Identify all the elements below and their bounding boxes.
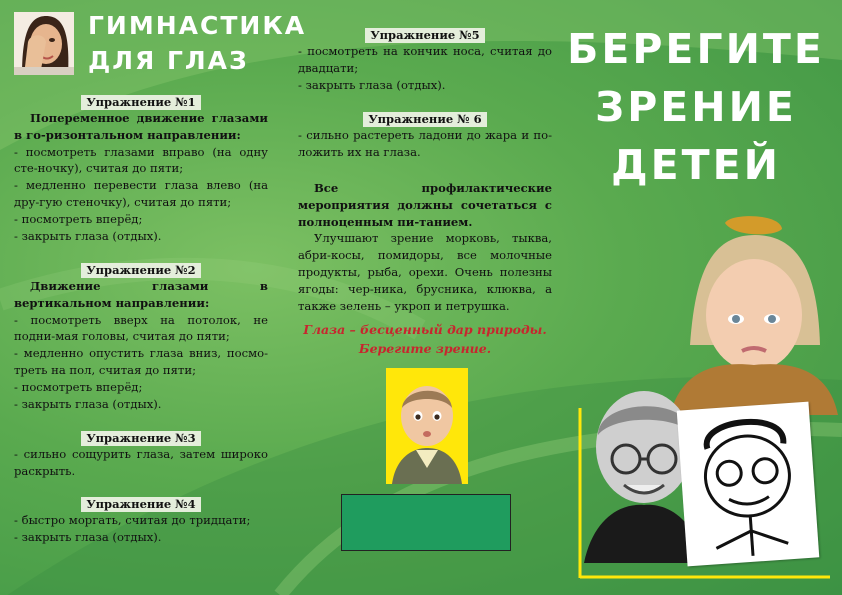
advice-paragraph: Улучшают зрение морковь, тыква, абри-косы, помидоры, все молочные продукты, рыба, орехи. Очень полезны ягоды: чер-ника, брусника, клюква, а также зелень – укроп и петрушка. [298, 231, 552, 313]
advice-bold-paragraph: Все профилактические мероприятия должны сочетаться с полноценным пи-танием. [298, 181, 552, 229]
slogan [298, 320, 552, 358]
exercise-2-step: - посмотреть вперёд; [14, 379, 143, 394]
left-title [88, 8, 306, 78]
exercise-2-step: - посмотреть вверх на потолок, не подни-мая головы, считая до пяти; [14, 312, 268, 344]
exercise-5 [298, 28, 552, 93]
right-title-line2: ЗРЕНИЕ [595, 83, 797, 131]
child-drawing [677, 402, 820, 567]
exercise-4 [14, 497, 268, 546]
exercise-5-step: - закрыть глаза (отдых). [298, 77, 446, 92]
exercise-3-step: - сильно сощурить глаза, затем широко раскрыть. [14, 447, 268, 478]
exercise-6-heading: Упражнение № 6 [363, 112, 486, 127]
woman-covering-eye-photo [14, 12, 74, 75]
exercise-1-step: - медленно перевести глаза влево (на дру-гую стеночку), считая до пяти; [14, 178, 268, 209]
left-title-line1: ГИМНАСТИКА [88, 11, 307, 40]
right-title-line1: БЕРЕГИТЕ [567, 25, 825, 73]
exercise-6 [298, 112, 552, 161]
right-title [566, 20, 826, 194]
green-box [341, 494, 511, 551]
exercise-5-heading: Упражнение №5 [365, 28, 484, 43]
exercise-3 [14, 431, 268, 480]
right-title-line3: ДЕТЕЙ [611, 141, 781, 189]
exercise-2 [14, 263, 268, 412]
exercise-4-step: - быстро моргать, считая до тридцати; [14, 513, 251, 527]
exercise-1 [14, 95, 268, 244]
exercise-1-step: - посмотреть глазами вправо (на одну сте-ночку), считая до пяти; [14, 144, 268, 176]
slogan-line1: Глаза – бесценный дар природы. [303, 322, 547, 337]
exercise-1-step: - закрыть глаза (отдых). [14, 228, 162, 243]
exercise-2-step: - закрыть глаза (отдых). [14, 396, 162, 411]
slogan-line2: Берегите зрение. [358, 341, 492, 356]
exercise-1-intro: Попеременное движение глазами в го-ризонтальном направлении: [14, 111, 268, 142]
exercise-2-heading: Упражнение №2 [81, 263, 200, 278]
exercise-2-step: - медленно опустить глаза вниз, посмо-треть на пол, считая до пяти; [14, 346, 268, 377]
exercise-3-heading: Упражнение №3 [81, 431, 200, 446]
nutrition-advice [298, 180, 552, 314]
exercise-4-heading: Упражнение №4 [81, 497, 200, 512]
exercise-1-step: - посмотреть вперёд; [14, 211, 143, 226]
exercise-2-intro: Движение глазами в вертикальном направлении: [14, 279, 268, 310]
exercise-5-step: - посмотреть на кончик носа, считая до двадцати; [298, 44, 552, 75]
left-title-line2: ДЛЯ ГЛАЗ [88, 46, 249, 75]
exercise-1-heading: Упражнение №1 [81, 95, 200, 110]
baby-photo [386, 368, 468, 484]
exercise-4-step: - закрыть глаза (отдых). [14, 529, 162, 544]
exercise-6-step: - сильно растереть ладони до жара и по-ложить их на глаза. [298, 128, 552, 159]
